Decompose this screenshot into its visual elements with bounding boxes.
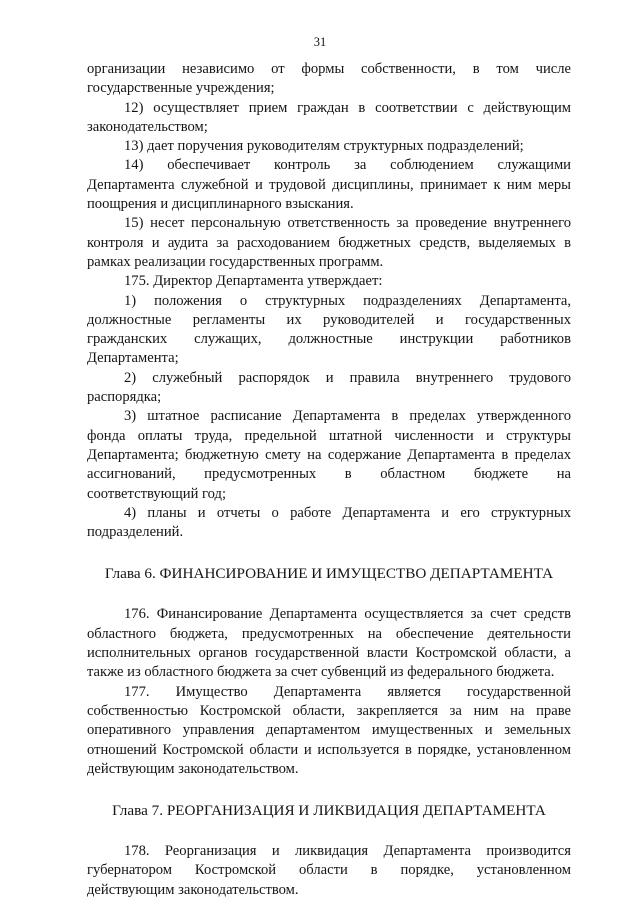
page-number: 31 (313, 35, 327, 49)
paragraph-177-line: собственностью Костромской области, закрепляется за ним на праве (87, 702, 571, 719)
list-item-12-line: законодательством; (87, 118, 208, 135)
paragraph-177-line: отношений Костромской области и используется в порядке, установленном (87, 741, 571, 758)
list-item-15-line: контроля и аудита за расходованием бюджетных средств, выделяемых в (87, 234, 571, 251)
list-item-15-line: 15) несет персональную ответственность за проведение внутреннего (124, 215, 571, 232)
subitem-4-line: подразделений. (87, 524, 184, 541)
subitem-4-line: 4) планы и отчеты о работе Департамента и его структурных (124, 504, 571, 521)
subitem-2-line: 2) служебный распорядок и правила внутреннего трудового (124, 369, 571, 386)
subitem-1-line: должностные регламенты их руководителей и государственных (87, 311, 571, 328)
text-line: государственные учреждения; (87, 80, 275, 97)
chapter-6-heading: Глава 6. ФИНАНСИРОВАНИЕ И ИМУЩЕСТВО ДЕПАРТАМЕНТА (104, 565, 554, 583)
paragraph-178-line: 178. Реорганизация и ликвидация Департамента производится (124, 843, 571, 860)
subitem-1-line: 1) положения о структурных подразделениях Департамента, (124, 292, 571, 309)
paragraph-176-line: также из областного бюджета за счет субвенций из федерального бюджета. (87, 664, 555, 681)
text-line: организации независимо от формы собственности, в том числе (87, 61, 571, 77)
subitem-3-line: 3) штатное расписание Департамента в пределах утвержденного (124, 408, 571, 425)
subitem-1-line: гражданских служащих, должностные инструкции работников (87, 331, 571, 348)
paragraph-175: 175. Директор Департамента утверждает: (124, 273, 383, 290)
subitem-2-line: распорядка; (87, 389, 162, 406)
paragraph-178-line: действующим законодательством. (87, 881, 299, 898)
list-item-14-line: поощрения и дисциплинарного взыскания. (87, 196, 354, 213)
list-item-14-line: 14) обеспечивает контроль за соблюдением служащими (124, 157, 571, 174)
subitem-3-line: ассигнований, предусмотренных в областном бюджете на (87, 466, 571, 483)
chapter-7-heading: Глава 7. РЕОРГАНИЗАЦИЯ И ЛИКВИДАЦИЯ ДЕПАРТАМЕНТА (112, 802, 546, 820)
list-item-15-line: рамках реализации государственных программ. (87, 253, 384, 270)
subitem-1-line: Департамента; (87, 350, 179, 367)
subitem-3-line: соответствующий год; (87, 485, 227, 502)
list-item-12-line: 12) осуществляет прием граждан в соответствии с действующим (124, 99, 571, 116)
paragraph-176-line: 176. Финансирование Департамента осуществляется за счет средств (124, 606, 571, 623)
list-item-14-line: Департамента служебной и трудовой дисциплины, принимает к ним меры (87, 176, 571, 193)
paragraph-177-line: действующим законодательством. (87, 760, 299, 777)
subitem-3-line: Департамента; бюджетную смету на содержание Департамента в пределах (87, 446, 571, 463)
document-body (87, 60, 571, 900)
paragraph-177-line: 177. Имущество Департамента является государственной (124, 683, 571, 700)
paragraph-176-line: исполнительных органов государственной власти Костромской области, а (87, 645, 571, 662)
subitem-3-line: фонда оплаты труда, предельной штатной численности и структуры (87, 427, 571, 444)
paragraph-177-line: оперативного управления департаментом имущественных и земельных (87, 722, 571, 739)
list-item-13: 13) дает поручения руководителям структурных подразделений; (124, 138, 524, 155)
paragraph-176-line: областного бюджета, предусмотренных на обеспечение деятельности (87, 625, 571, 642)
paragraph-178-line: губернатором Костромской области в порядке, установленном (87, 862, 571, 879)
